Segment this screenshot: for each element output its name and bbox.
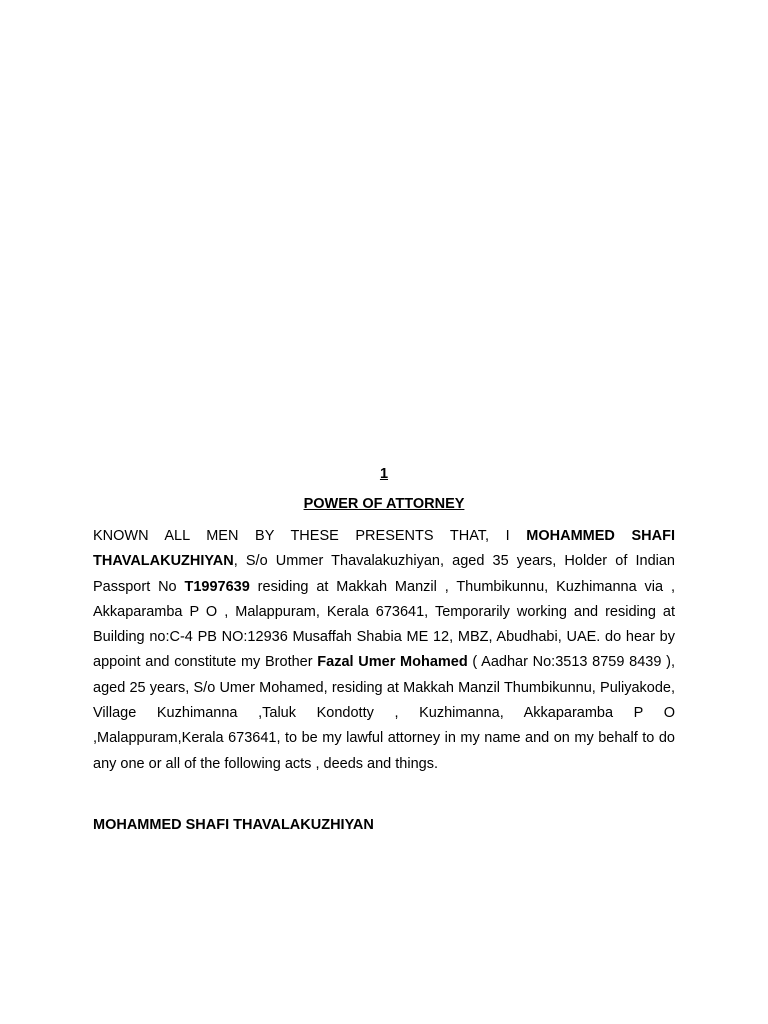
document-title: POWER OF ATTORNEY: [303, 496, 465, 512]
page-number: 1: [379, 466, 389, 482]
attorney-name: Fazal Umer Mohamed: [317, 654, 468, 671]
passport-number: T1997639: [184, 578, 250, 595]
principal-name: MOHAMMED SHAFI THAVALAKUZHIYAN: [93, 528, 675, 570]
signature-name: MOHAMMED SHAFI THAVALAKUZHIYAN: [93, 817, 374, 833]
body-text-residence: residing at Makkah Manzil , Thumbikunnu, Kuzhimanna via , Akkaparamba P O , Malappuram, Kerala 673641, Temporarily working and residing at Building no:C-4 PB NO:12936 Musaffah Shabia ME 12, MBZ, Abudhabi, UAE. do hear by appoint and constitute my Brother: [93, 578, 675, 671]
body-paragraph: [93, 524, 675, 777]
body-text-intro: KNOWN ALL MEN BY THESE PRESENTS THAT, I: [93, 528, 527, 544]
body-text-principal-details: , S/o Ummer Thavalakuzhiyan, aged 35 years, Holder of Indian Passport No: [93, 553, 675, 595]
body-text-attorney-details: ( Aadhar No:3513 8759 8439 ), aged 25 years, S/o Umer Mohamed, residing at Makkah Manzil Thumbikunnu, Puliyakode, Village Kuzhimanna ,Taluk Kondotty , Kuzhimanna, Akkaparamba P O ,Malappuram,Kerala 673641, to be my lawful attorney in my name and on my behalf to do any one or all of the following acts , deeds and things.: [93, 654, 675, 772]
